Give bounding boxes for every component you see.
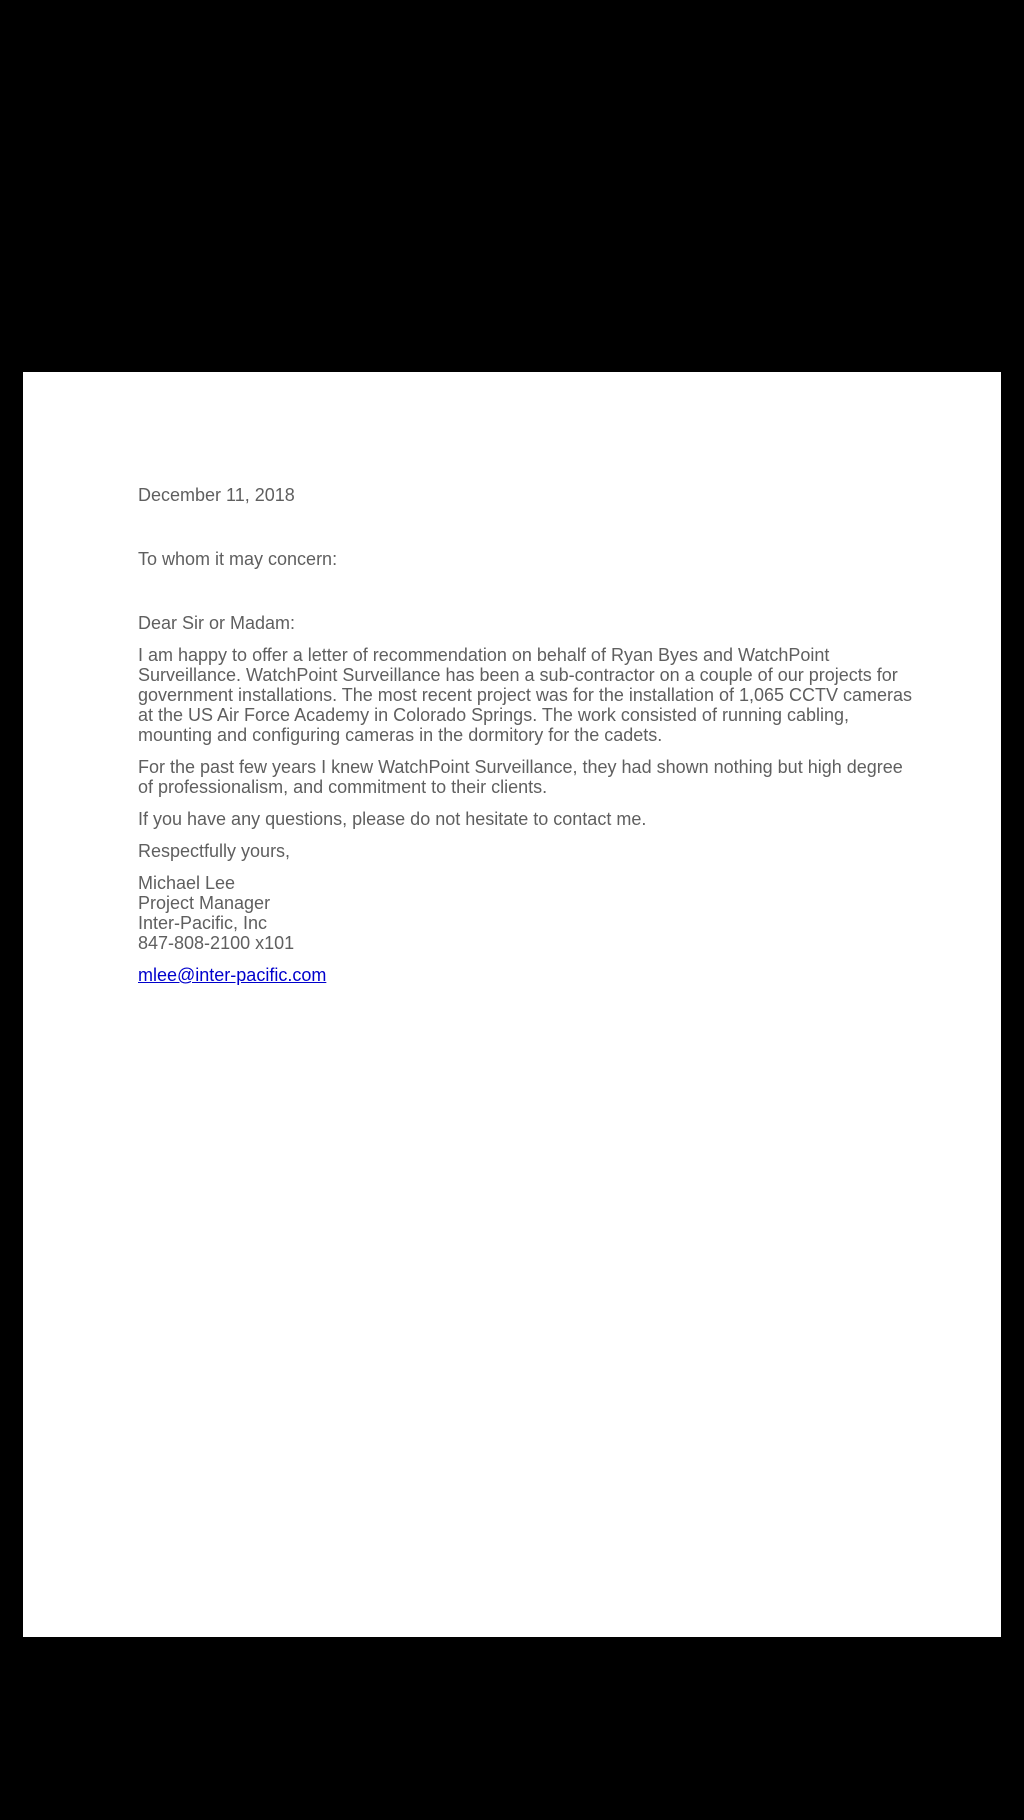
email-link[interactable]: mlee@inter-pacific.com [138, 965, 327, 985]
closing-line: Respectfully yours, [138, 841, 291, 861]
signer-phone: 847-808-2100 x101 [138, 933, 295, 953]
letter-page [23, 372, 1001, 1637]
paragraph-recommendation: I am happy to offer a letter of recommendation on behalf of Ryan Byes and WatchPoint Surveillance. WatchPoint Surveillance has been a sub-contractor on a couple of our projects for government installations. The most recent project was for the installation of 1,065 CCTV cameras at the US Air Force Academy in Colorado Springs. The work consisted of running cabling, mounting and configuring cameras in the dormitory for the cadets. [138, 645, 913, 745]
email-line [138, 965, 918, 985]
signer-name: Michael Lee [138, 873, 236, 893]
signer-title: Project Manager [138, 893, 271, 913]
letter-body [138, 485, 918, 985]
signature-block [138, 873, 918, 953]
paragraph-contact: If you have any questions, please do not hesitate to contact me. [138, 809, 647, 829]
paragraph-professionalism: For the past few years I knew WatchPoint Surveillance, they had shown nothing but high degree of professionalism, and commitment to their clients. [138, 757, 903, 797]
greeting-line: Dear Sir or Madam: [138, 613, 296, 633]
to-whom-line: To whom it may concern: [138, 549, 338, 569]
signer-company: Inter-Pacific, Inc [138, 913, 268, 933]
letter-date: December 11, 2018 [138, 485, 295, 505]
